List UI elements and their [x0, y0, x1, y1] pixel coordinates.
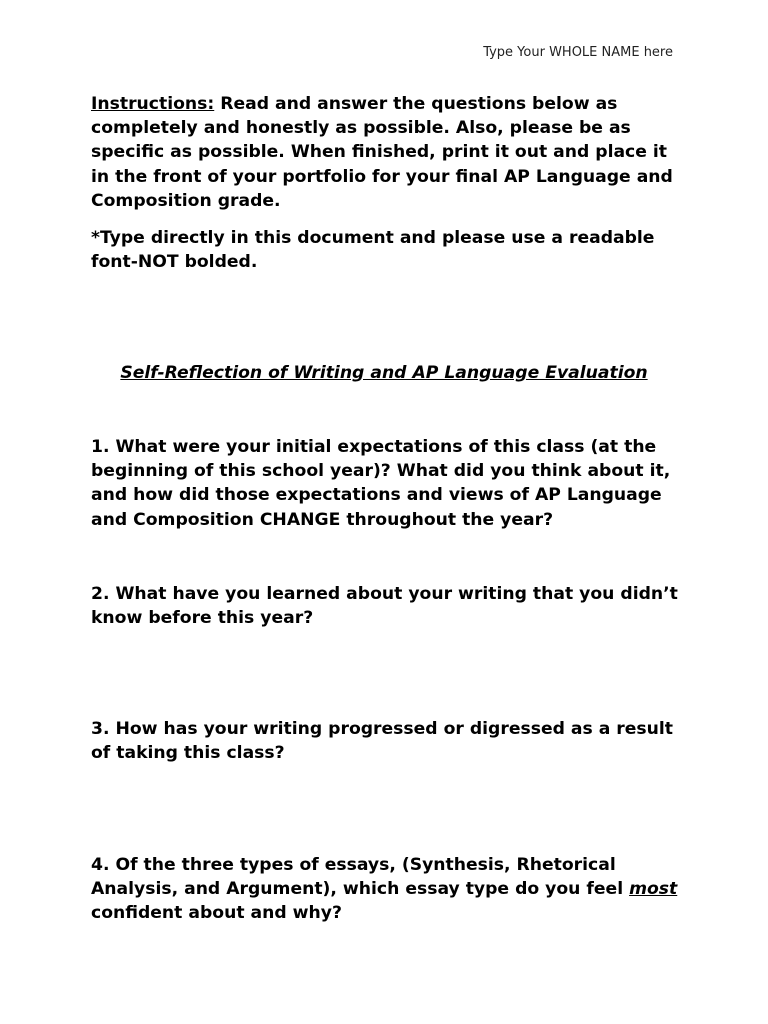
question-1: 1. What were your initial expectations of this class (at the beginning of this school year)? What did you think about it, and how did those expectations and views of AP Language and Composition CHANGE throughout the year?	[91, 437, 671, 530]
formatting-note: *Type directly in this document and please use a readable font-NOT bolded.	[91, 228, 655, 273]
question-4-text-after: confident about and why?	[91, 903, 342, 924]
question-4	[91, 853, 681, 926]
document-title: Self-Reflection of Writing and AP Language Evaluation	[120, 363, 648, 383]
instructions-paragraph	[91, 92, 681, 213]
question-2: 2. What have you learned about your writing that you didn’t know before this year?	[91, 584, 678, 629]
instructions-label: Instructions:	[91, 94, 215, 114]
question-4-emphasis: most	[629, 879, 678, 900]
student-name-field[interactable]: Type Your WHOLE NAME here	[483, 45, 673, 60]
question-4-text-before: 4. Of the three types of essays, (Synthesis, Rhetorical Analysis, and Argument), which essay type do you feel	[91, 855, 630, 900]
instructions-text: Read and answer the questions below as completely and honestly as possible. Also, please be as specific as possible. When finished, print it out and place it in the front of your portfolio for your final AP Language and Composition grade.	[91, 94, 673, 211]
question-3: 3. How has your writing progressed or digressed as a result of taking this class?	[91, 719, 673, 764]
